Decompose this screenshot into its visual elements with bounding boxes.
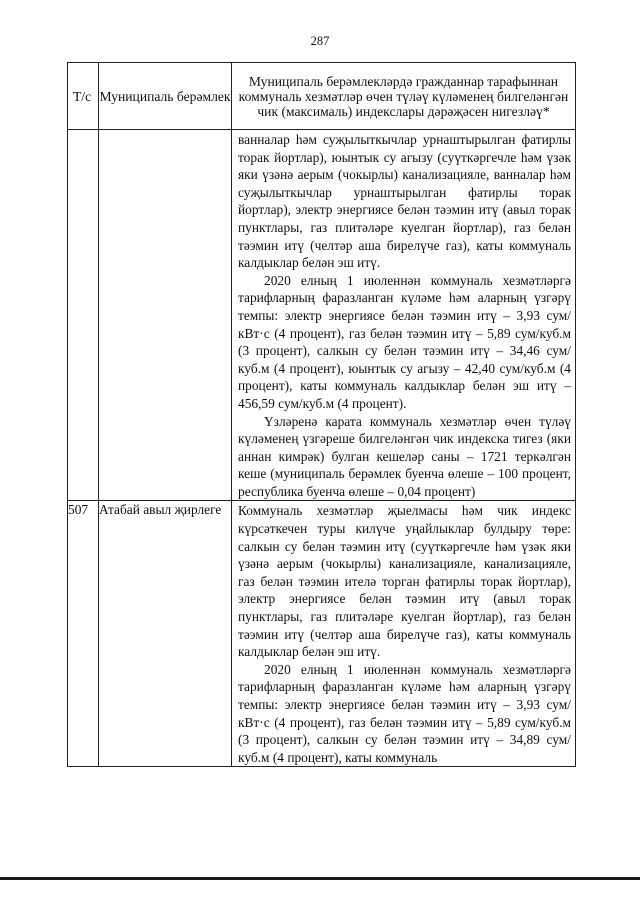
row-number: 507 bbox=[68, 501, 99, 767]
paragraph: Коммуналь хезмәтләр җыелмасы һәм чик индекс күрсәткечен туры килүче уңайлыклар булдыру төре: салкын су белән тәэмин итү (суүткәргечле һәм үзәк яки үзәнә аерым (чокырлы) канализацияле, канализацияле, газ белән тәэмин ителә торган фатирлы торак йортлар), электр энергиясе белән тәэмин итү (авыл торак пунктлары, газ плитәләре куелган йортлар), газ белән тәэмин итү (челтәр аша бирелүче газ), каты коммуналь калдыклар белән эш итү. bbox=[238, 503, 571, 660]
table-row bbox=[68, 130, 576, 501]
municipal-indices-table bbox=[67, 62, 576, 767]
paragraph: 2020 елның 1 июленнән коммуналь хезмәтләргә тарифларның фаразланган күләме һәм аларның үзгәрү темпы: электр энергиясе белән тәэмин итү – 3,93 сум/кВт·с (4 процент), газ белән тәэмин итү – 5,89 сум/куб.м (3 процент), салкын су белән тәэмин итү – 34,46 сум/куб.м (4 процент), юынтык су агызу – 42,40 сум/куб.м (4 процент), каты коммуналь калдыклар белән эш итү – 456,59 сум/куб.м (4 процент). bbox=[238, 272, 571, 411]
page-bottom-rule bbox=[0, 877, 640, 880]
header-municipality: Муниципаль берәмлек bbox=[99, 63, 232, 130]
row-municipality bbox=[99, 130, 232, 501]
header-indices: Муниципаль берәмлекләрдә гражданнар тарафыннан коммуналь хезмәтләр өчен түләү күләменең билгеләнгән чик (максималь) индекслары дәрәҗәсен нигезләү* bbox=[232, 63, 576, 130]
paragraph: ванналар һәм суҗылыткычлар урнаштырылган фатирлы торак йортлар), юынтык су агызу (суүткәргечле һәм үзәк яки үзәнә аерым (чокырлы) канализацияле, ванналар һәм суҗылыткычлар урнаштырылган фатирлы торак йортлар), электр энергиясе белән тәэмин итү (авыл торак пунктлары, газ плитәләре куелган йортлар), газ белән тәэмин итү (челтәр аша бирелүче газ), каты коммуналь калдыклар белән эш итү. bbox=[238, 132, 571, 271]
header-number: Т/с bbox=[68, 63, 99, 130]
row-justification bbox=[232, 501, 576, 767]
row-number bbox=[68, 130, 99, 501]
page-number: 287 bbox=[310, 34, 330, 48]
paragraph: Үзләренә карата коммуналь хезмәтләр өчен түләү күләменең үзгәреше билгеләнгән чик индекска тигез (яки аннан кимрәк) булган кешеләр саны – 1721 теркәлгән кеше (муниципаль берәмлек буенча өлеше – 100 процент, республика буенча өлеше – 0,04 процент) bbox=[238, 413, 571, 499]
paragraph: 2020 елның 1 июленнән коммуналь хезмәтләргә тарифларның фаразланган күләме һәм аларның үзгәрү темпы: электр энергиясе белән тәэмин итү – 3,93 сум/кВт·с (4 процент), газ белән тәэмин итү – 5,89 сум/куб.м (3 процент), салкын су белән тәэмин итү – 34,89 сум/куб.м (4 процент), каты коммуналь bbox=[238, 661, 571, 765]
row-municipality: Атабай авыл җирлеге bbox=[99, 501, 232, 767]
row-justification bbox=[232, 130, 576, 501]
table-row bbox=[68, 501, 576, 767]
table-header-row bbox=[68, 63, 576, 130]
